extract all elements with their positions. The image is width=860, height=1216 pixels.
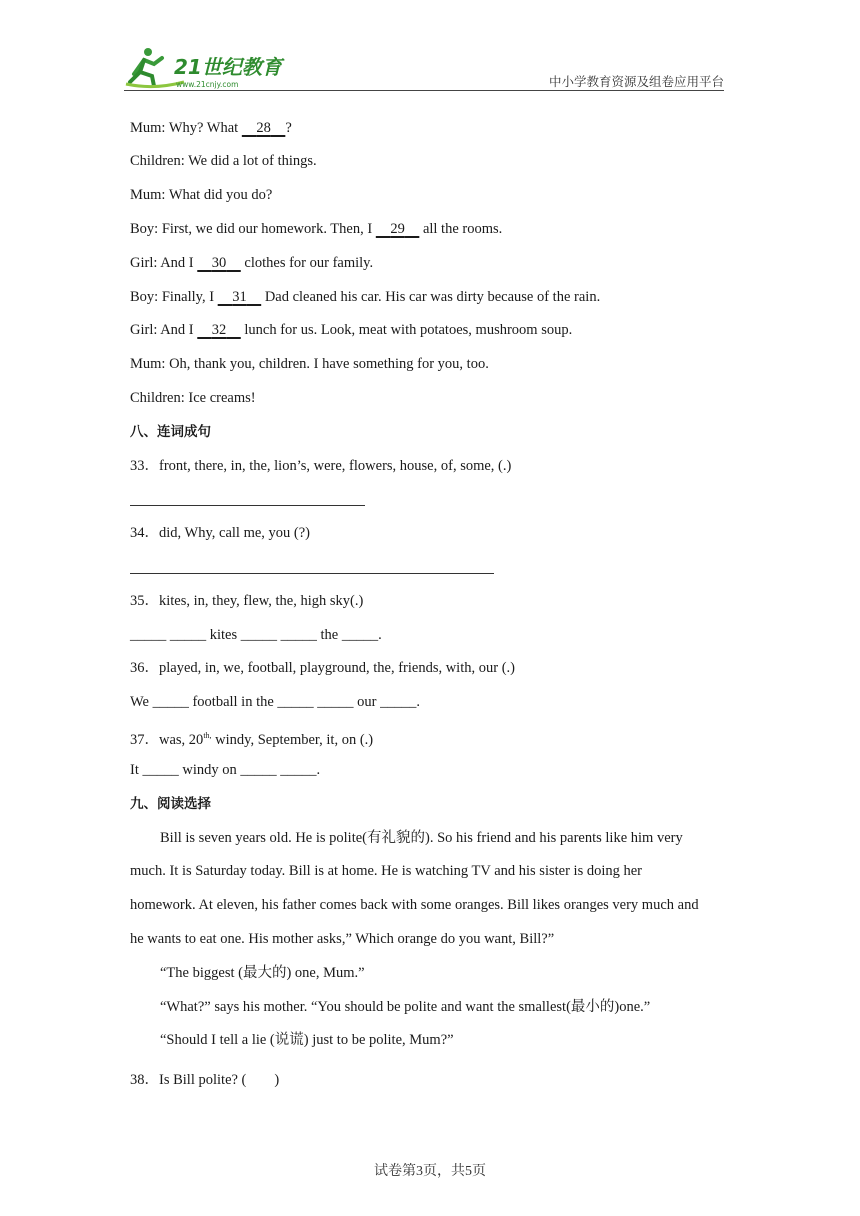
passage-line: “Should I tell a lie (说谎) just to be polite, Mum?” bbox=[160, 1032, 454, 1048]
dialogue-line-28: Mum: Why? What 28 ? bbox=[130, 120, 292, 136]
logo-text: 21世纪教育 bbox=[174, 55, 282, 79]
dialogue-line: Mum: What did you do? bbox=[130, 187, 273, 203]
section-title-9: 九、阅读选择 bbox=[130, 796, 211, 812]
passage-line: “The biggest (最大的) one, Mum.” bbox=[160, 965, 365, 981]
blank-28: 28 bbox=[256, 120, 271, 136]
answer-template-35[interactable]: _____ _____ kites _____ _____ the _____. bbox=[130, 627, 382, 643]
dialogue-line-32: Girl: And I 32 lunch for us. Look, meat with potatoes, mushroom soup. bbox=[130, 322, 573, 338]
answer-template-37[interactable]: It _____ windy on _____ _____. bbox=[130, 762, 321, 778]
passage-line: much. It is Saturday today. Bill is at home. He is watching TV and his sister is doing her bbox=[130, 863, 643, 879]
dialogue-line-31: Boy: Finally, I 31 Dad cleaned his car. His car was dirty because of the rain. bbox=[130, 289, 601, 305]
platform-label: 中小学教育资源及组卷应用平台 bbox=[548, 74, 724, 89]
passage-line: homework. At eleven, his father comes back with some oranges. Bill likes oranges very much and bbox=[130, 897, 699, 913]
answer-line-34[interactable] bbox=[130, 573, 494, 574]
passage-line: “What?” says his mother. “You should be polite and want the smallest(最小的)one.” bbox=[160, 999, 651, 1015]
blank-29: 29 bbox=[390, 221, 405, 237]
question-34: 34．did, Why, call me, you (?) bbox=[130, 525, 310, 541]
question-38: 38．Is Bill polite? ( ) bbox=[130, 1072, 280, 1088]
question-33: 33．front, there, in, the, lion’s, were, flowers, house, of, some, (.) bbox=[130, 458, 512, 474]
question-35: 35．kites, in, they, flew, the, high sky(.) bbox=[130, 593, 364, 609]
dialogue-line-29: Boy: First, we did our homework. Then, I 29 all the rooms. bbox=[130, 221, 503, 237]
header-divider bbox=[124, 90, 724, 91]
dialogue-line: Mum: Oh, thank you, children. I have something for you, too. bbox=[130, 356, 489, 372]
question-37: 37．was, $20^{th,}$ windy, September, it, on (.) bbox=[130, 731, 374, 748]
blank-32: 32 bbox=[211, 322, 227, 338]
answer-template-36[interactable]: We _____ football in the _____ _____ our _____. bbox=[130, 694, 421, 710]
blank-30: 30 bbox=[211, 255, 227, 271]
answer-line-33[interactable] bbox=[130, 505, 365, 506]
passage-line: Bill is seven years old. He is polite(有礼貌的). So his friend and his parents like him very bbox=[160, 830, 683, 846]
dialogue-line-30: Girl: And I 30 clothes for our family. bbox=[130, 255, 374, 271]
question-36: 36．played, in, we, football, playground, the, friends, with, our (.) bbox=[130, 660, 515, 676]
site-logo bbox=[124, 44, 294, 90]
page-header bbox=[124, 44, 724, 90]
blank-31: 31 bbox=[232, 289, 247, 305]
page-footer: 试卷第3页，共5页 bbox=[374, 1164, 486, 1179]
logo-url: www.21cnjy.com bbox=[176, 80, 239, 89]
dialogue-line: Children: We did a lot of things. bbox=[130, 153, 317, 169]
dialogue-line: Children: Ice creams! bbox=[130, 390, 256, 406]
section-title-8: 八、连词成句 bbox=[130, 424, 211, 440]
passage-line: he wants to eat one. His mother asks,” Which orange do you want, Bill?” bbox=[130, 931, 555, 947]
